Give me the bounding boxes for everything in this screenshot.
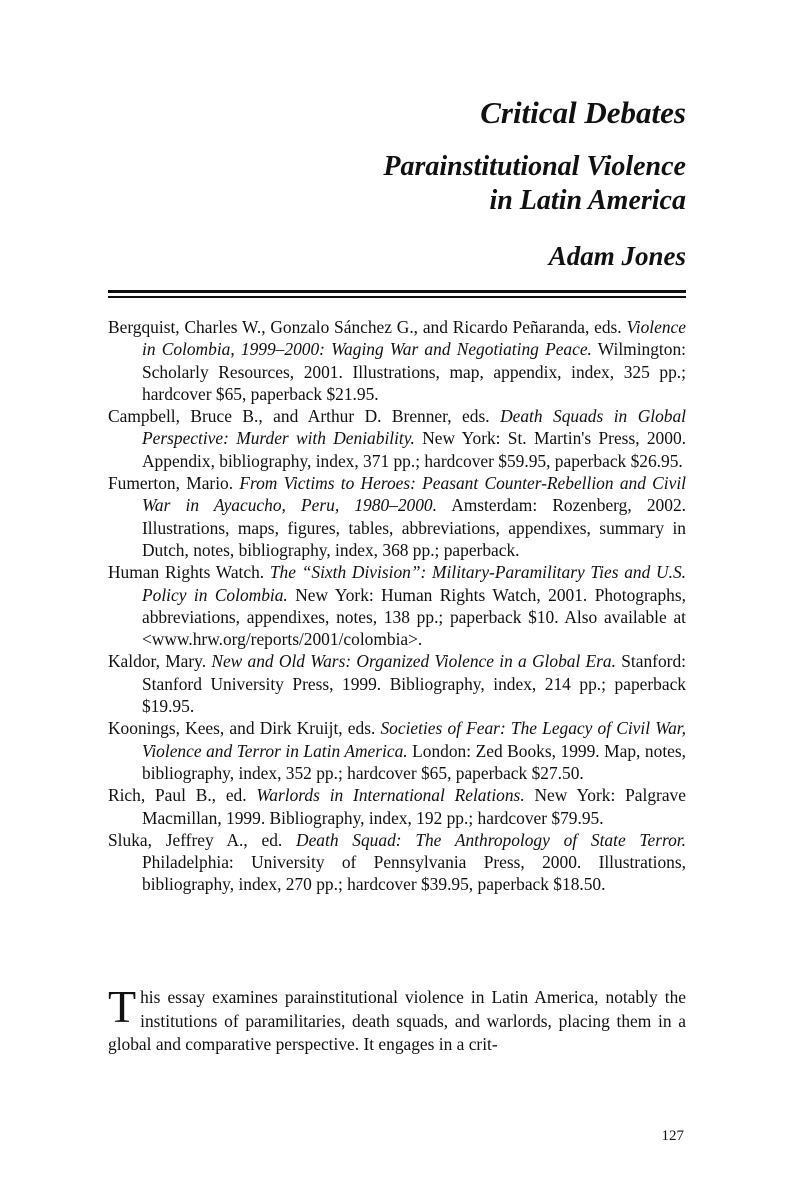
entry-details: New York: Human Rights Watch, 2001. Photographs, abbreviations, appendixes, notes, 138 pp.; paperback $10. Also available at <www.hrw.org/reports/2001/colombia>. (142, 584, 686, 650)
bibliography-entry (108, 405, 686, 472)
page-number: 127 (661, 1128, 684, 1144)
article-title (383, 150, 686, 218)
drop-cap: T (108, 981, 137, 1032)
entry-details: Philadelphia: University of Pennsylvania Press, 2000. Illustrations, bibliography, index, 270 pp.; hardcover $39.95, paperback $18.50. (142, 852, 686, 895)
entry-authors: Rich, Paul B., ed. (108, 785, 247, 806)
article-title-line1: Parainstitutional Violence (383, 151, 686, 182)
intro-paragraph (108, 981, 686, 1057)
entry-title: Warlords in International Relations. (256, 785, 525, 806)
entry-details: London: Zed Books, 1999. Map, notes, bibliography, index, 352 pp.; hardcover $65, paperback $27.50. (142, 740, 686, 783)
entry-authors: Campbell, Bruce B., and Arthur D. Brenner, eds. (108, 406, 490, 427)
intro-text: his essay examines parainstitutional violence in Latin America, notably the institutions of paramilitaries, death squads, and warlords, placing them in a global and comparative perspective. It engages in a crit- (108, 987, 686, 1054)
bibliography-entry (108, 717, 686, 784)
entry-details: Stanford: Stanford University Press, 1999. Bibliography, index, 214 pp.; paperback $19.95. (142, 651, 686, 717)
bibliography-entry (108, 561, 686, 650)
entry-authors: Koonings, Kees, and Dirk Kruijt, eds. (108, 718, 376, 739)
title-rule-thick (108, 290, 686, 293)
bibliography-entry (108, 829, 686, 896)
entry-details: New York: St. Martin's Press, 2000. Appendix, bibliography, index, 371 pp.; hardcover $59.95, paperback $26.95. (142, 428, 686, 471)
entry-authors: Bergquist, Charles W., Gonzalo Sánchez G., and Ricardo Peñaranda, eds. (108, 317, 622, 337)
entry-title: From Victims to Heroes: Peasant Counter-Rebellion and Civil War in Ayacucho, Peru, 1980–2000. (142, 473, 686, 516)
bibliography-list (108, 316, 686, 896)
entry-authors: Kaldor, Mary. (108, 651, 207, 672)
bibliography-entry (108, 650, 686, 717)
author-name: Adam Jones (548, 241, 686, 271)
bibliography-entry (108, 472, 686, 561)
entry-details: Amsterdam: Rozenberg, 2002. Illustrations, maps, figures, tables, abbreviations, appendixes, summary in Dutch, notes, bibliography, index, 368 pp.; paperback. (142, 495, 686, 560)
entry-title: Societies of Fear: The Legacy of Civil War, Violence and Terror in Latin America. (142, 718, 686, 761)
section-title: Critical Debates (480, 95, 686, 130)
entry-details: New York: Palgrave Macmillan, 1999. Bibliography, index, 192 pp.; hardcover $79.95. (142, 785, 686, 828)
entry-authors: Fumerton, Mario. (108, 473, 234, 494)
entry-title: The “Sixth Division”: Military-Paramilitary Ties and U.S. Policy in Colombia. (142, 562, 686, 605)
bibliography-entry (108, 784, 686, 829)
entry-details: Wilmington: Scholarly Resources, 2001. Illustrations, map, appendix, index, 325 pp.; hardcover $65, paperback $21.95. (142, 339, 686, 404)
article-title-line2: in Latin America (489, 185, 686, 216)
entry-authors: Sluka, Jeffrey A., ed. (108, 829, 283, 850)
title-rule-thin (108, 296, 686, 298)
entry-title: New and Old Wars: Organized Violence in a Global Era. (211, 651, 616, 672)
entry-authors: Human Rights Watch. (108, 562, 265, 583)
bibliography-entry (108, 316, 686, 405)
entry-title: Death Squads in Global Perspective: Murder with Deniability. (142, 406, 687, 449)
entry-title: Death Squad: The Anthropology of State Terror. (296, 829, 686, 850)
entry-title: Violence in Colombia, 1999–2000: Waging War and Negotiating Peace. (142, 317, 686, 360)
